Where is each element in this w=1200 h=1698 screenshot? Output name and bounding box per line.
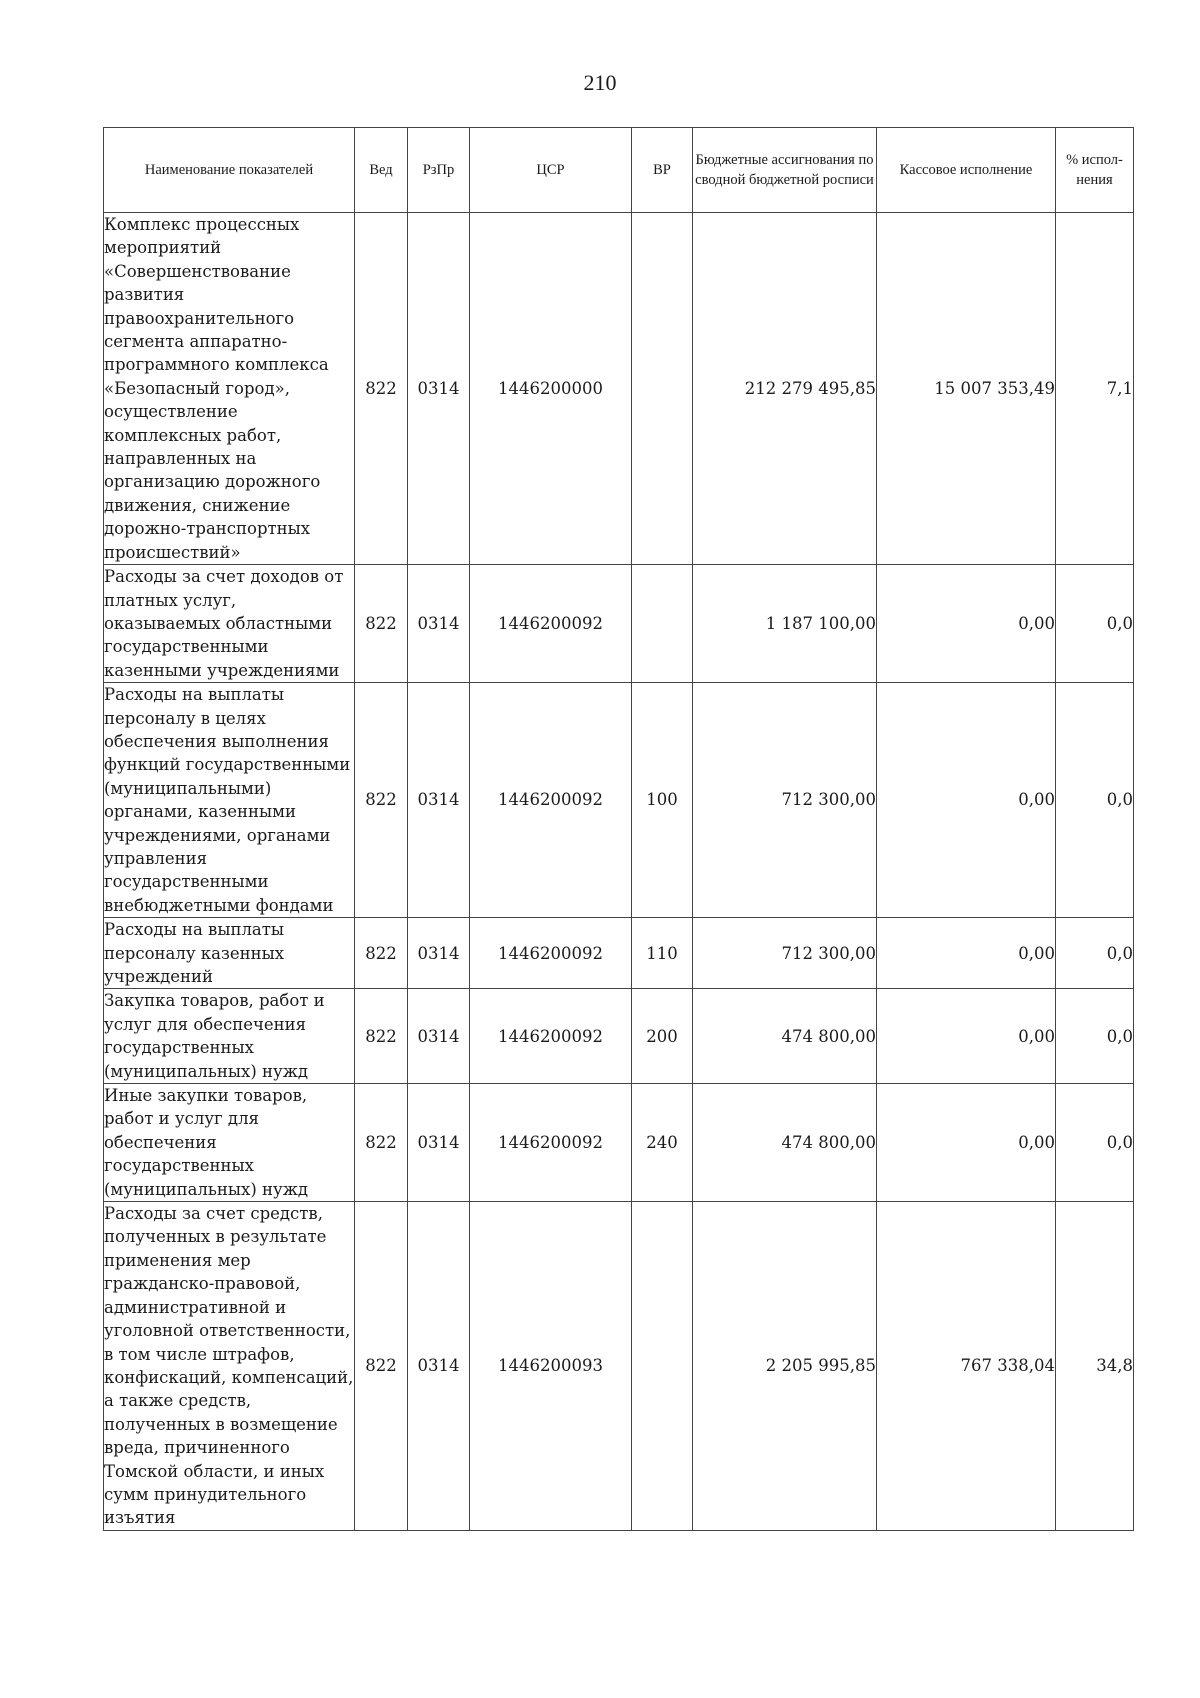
row-vr: [632, 213, 693, 565]
row-cash: 0,00: [877, 565, 1056, 683]
header-rzpr: РзПр: [408, 128, 470, 213]
row-percent: 0,0: [1056, 918, 1134, 989]
row-csr: 1446200092: [470, 918, 632, 989]
row-rzpr: 0314: [408, 213, 470, 565]
row-vr: 100: [632, 683, 693, 918]
row-csr: 1446200000: [470, 213, 632, 565]
row-name: Комплекс процессных мероприятий «Совершенствование развития правоохранительного сегмента аппаратно-программного комплекса «Безопасный город», осуществление комплексных работ, направленных на организацию дорожного движения, снижение дорожно-транспортных происшествий»: [104, 213, 355, 565]
row-name: Расходы за счет доходов от платных услуг, оказываемых областными государственными казенными учреждениями: [104, 565, 355, 683]
row-percent: 0,0: [1056, 565, 1134, 683]
table-row: [104, 918, 1134, 989]
row-percent: 0,0: [1056, 1084, 1134, 1202]
table-row: [104, 1084, 1134, 1202]
row-csr: 1446200092: [470, 989, 632, 1084]
row-rzpr: 0314: [408, 1202, 470, 1531]
row-csr: 1446200092: [470, 565, 632, 683]
row-assignments: 712 300,00: [693, 683, 877, 918]
row-assignments: 712 300,00: [693, 918, 877, 989]
row-assignments: 2 205 995,85: [693, 1202, 877, 1531]
row-vr: [632, 565, 693, 683]
header-ved: Вед: [355, 128, 408, 213]
header-name: Наименование показателей: [104, 128, 355, 213]
row-rzpr: 0314: [408, 1084, 470, 1202]
row-cash: 0,00: [877, 989, 1056, 1084]
header-cash: Кассовое исполнение: [877, 128, 1056, 213]
budget-table: [103, 127, 1134, 1531]
row-csr: 1446200092: [470, 1084, 632, 1202]
header-percent: % испол-нения: [1056, 128, 1134, 213]
row-name: Расходы на выплаты персоналу казенных учреждений: [104, 918, 355, 989]
row-cash: 0,00: [877, 1084, 1056, 1202]
row-ved: 822: [355, 1084, 408, 1202]
row-rzpr: 0314: [408, 565, 470, 683]
row-percent: 7,1: [1056, 213, 1134, 565]
page-number: 210: [583, 70, 617, 95]
row-rzpr: 0314: [408, 989, 470, 1084]
row-ved: 822: [355, 683, 408, 918]
row-assignments: 474 800,00: [693, 1084, 877, 1202]
row-vr: 240: [632, 1084, 693, 1202]
row-rzpr: 0314: [408, 683, 470, 918]
table-row: [104, 1202, 1134, 1531]
row-ved: 822: [355, 213, 408, 565]
row-rzpr: 0314: [408, 918, 470, 989]
row-ved: 822: [355, 989, 408, 1084]
row-name: Расходы на выплаты персоналу в целях обеспечения выполнения функций государственными (муниципальными) органами, казенными учреждениями, органами управления государственными внебюджетными фондами: [104, 683, 355, 918]
table-row: [104, 565, 1134, 683]
row-cash: 0,00: [877, 918, 1056, 989]
row-assignments: 212 279 495,85: [693, 213, 877, 565]
row-cash: 767 338,04: [877, 1202, 1056, 1531]
row-vr: 200: [632, 989, 693, 1084]
table-header-row: [104, 128, 1134, 213]
row-name: Иные закупки товаров, работ и услуг для обеспечения государственных (муниципальных) нужд: [104, 1084, 355, 1202]
row-cash: 0,00: [877, 683, 1056, 918]
row-cash: 15 007 353,49: [877, 213, 1056, 565]
row-csr: 1446200093: [470, 1202, 632, 1531]
row-name: Закупка товаров, работ и услуг для обеспечения государственных (муниципальных) нужд: [104, 989, 355, 1084]
row-assignments: 474 800,00: [693, 989, 877, 1084]
table-row: [104, 683, 1134, 918]
row-vr: 110: [632, 918, 693, 989]
row-ved: 822: [355, 565, 408, 683]
row-percent: 34,8: [1056, 1202, 1134, 1531]
row-percent: 0,0: [1056, 989, 1134, 1084]
table-row: [104, 213, 1134, 565]
row-name: Расходы за счет средств, полученных в результате применения мер гражданско-правовой, административной и уголовной ответственности, в том числе штрафов, конфискаций, компенсаций, а также средств, полученных в возмещение вреда, причиненного Томской области, и иных сумм принудительного изъятия: [104, 1202, 355, 1531]
row-assignments: 1 187 100,00: [693, 565, 877, 683]
row-ved: 822: [355, 918, 408, 989]
header-csr: ЦСР: [470, 128, 632, 213]
header-assignments: Бюджетные ассигнования по сводной бюджетной росписи: [693, 128, 877, 213]
table-row: [104, 989, 1134, 1084]
header-vr: ВР: [632, 128, 693, 213]
row-vr: [632, 1202, 693, 1531]
row-percent: 0,0: [1056, 683, 1134, 918]
row-csr: 1446200092: [470, 683, 632, 918]
row-ved: 822: [355, 1202, 408, 1531]
